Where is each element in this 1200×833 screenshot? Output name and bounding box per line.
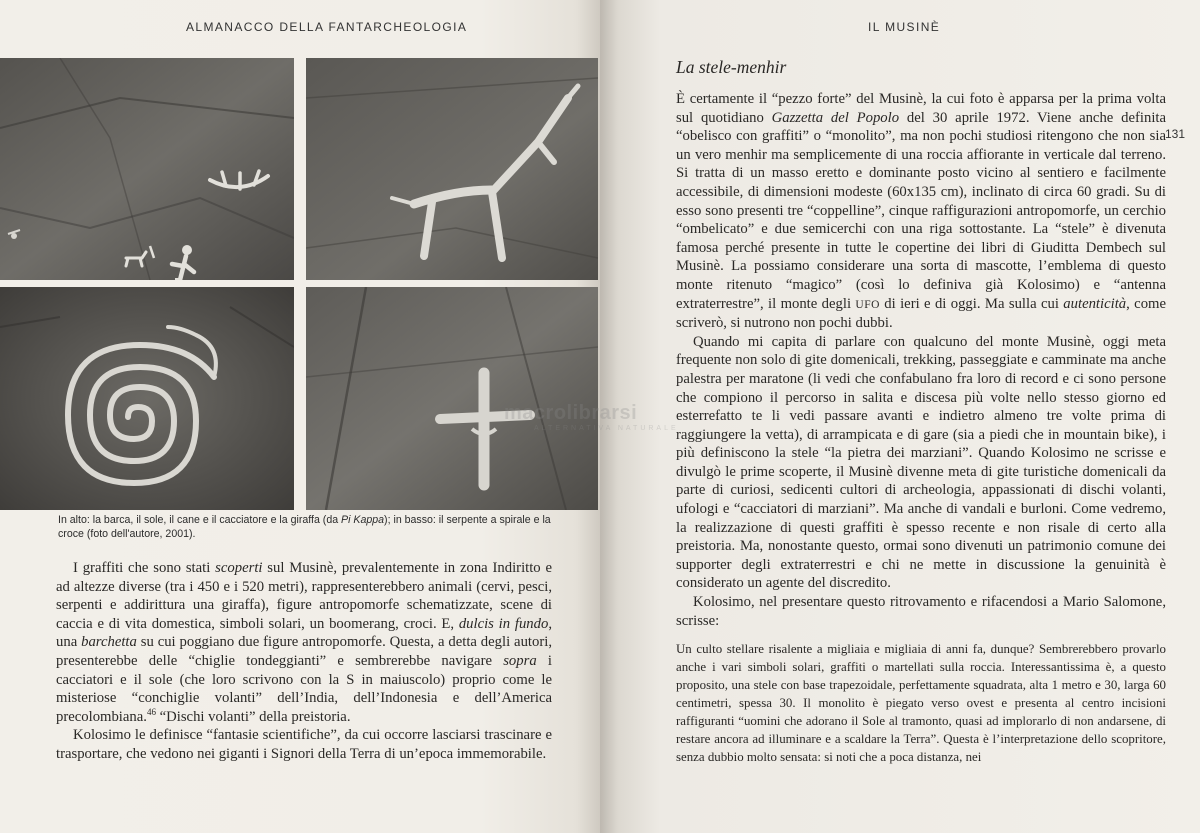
right-body-text <box>676 56 1166 766</box>
block-quote <box>676 640 1166 766</box>
petroglyph-photo-grid <box>0 58 598 510</box>
photo-boat-sun-hunter <box>0 58 294 280</box>
caption-source: Pi Kappa <box>341 514 385 526</box>
right-running-head: IL MUSINÈ <box>868 20 941 34</box>
photo-caption: In alto: la barca, il sole, il cane e il cacciatore e la giraffa (da Pi Kappa); in basso: il serpente a spirale e la croce (foto dell'autore, 2001). <box>58 514 551 540</box>
photo-spiral-serpent <box>0 287 294 510</box>
right-page <box>600 0 1200 833</box>
spiral-serpent-petroglyph-icon <box>0 287 294 510</box>
left-running-head: ALMANACCO DELLA FANTARCHEOLOGIA <box>186 20 468 34</box>
section-heading: La stele-menhir <box>676 57 787 77</box>
left-body-text <box>56 559 552 764</box>
giraffe-petroglyph-icon <box>306 58 598 280</box>
boat-sun-hunter-dog-petroglyph-icon <box>0 58 294 280</box>
right-paragraph-2: Quando mi capita di parlare con qualcuno del monte Musinè, oggi meta frequente non solo di gite domenicali, trekking, passeggiate e camminate ma anche palestra per maratone (li vedi che confabulano fra loro di record e ci sono persone che compiono il percorso in salita e discesa più volte nello stesso giorno ed esterrefatto te li vedi passare avanti e indietro almeno tre volte prima di raggiungere la vetta), di arrampicata e di gare (sia a piedi che in mountain bike), i più definiscono la stele “la pietra dei marziani”. Quando Kolosimo ne scrisse e divulgò le prime scoperte, il Musinè divenne meta di gite turistiche domenicali da parte di curiosi, sedicenti cultori di archeologia, appassionati di dischi volanti, ufologi e “cacciatori di marziani”. Ma anche di vandali e burloni. Come vedremo, la realizzazione di questi graffiti è spesso recente e non risale di certo alla preistoria. Ma, nonostante questo, ormai sono divenuti un patrimonio comune dei supporter degli extraterrestri e chi ne mette in discussione la genuinità è considerato un agente del discredito. <box>676 333 1166 592</box>
page-number: 131 <box>1165 127 1186 141</box>
left-paragraph-2: Kolosimo le definisce “fantasie scientifiche”, da cui occorre lasciarsi trascinare e trasportare, che vedono nei giganti i Signori della Terra di un’epoca immemorabile. <box>56 727 552 762</box>
photo-giraffe <box>306 58 598 280</box>
right-paragraph-1: È certamente il “pezzo forte” del Musinè, la cui foto è apparsa per la prima volta sul quotidiano Gazzetta del Popolo del 30 aprile 1972. Viene anche definita “obelisco con graffiti” o “monolito”, ma non pochi studiosi ritengono che non sia un vero menhir ma semplicemente di una roccia affiorante in verticale dal terreno. Si tratta di un masso eretto e dominante posto vicino al sentiero e facilmente accessibile, di dimensioni modeste (60x135 cm), inclinato di circa 60 gradi. Su di esso sono presenti tre “coppelline”, cinque raffigurazioni antropomorfe, un cerchio “ombelicato” e due semicerchi con una riga sottostante. La “stele” è divenuta famosa perché presente in tutte le copertine dei libri di Giuditta Dembech sul Musinè. La possiamo considerare una sorta di mascotte, l’emblema di questo monte ritenuto “magico” (così lo definiva già Kolosimo) e “antenna extraterrestre”, il monte degli UFO di ieri e di oggi. Ma sulla cui autenticità, come scriverò, si nutrono non pochi dubbi. <box>676 91 1166 332</box>
quote-text: Un culto stellare risalente a migliaia e migliaia di anni fa, dunque? Sembrerebbero provarlo anche i vari simboli solari, graffiti o martellati sulla roccia. Interessantissima è, a questo proposito, una stele con base trapezoidale, perfettamente squadrata, alta 1 metro e 30, larga 60 centimetri, spessa 30. Il monolito è piegato verso ovest e presenta al centro incisioni raffiguranti “uomini che adorano il Sole al tramonto, quasi ad implorarlo di non andarsene, di restare ancora ad illuminare e a scaldare la Terra”. Questa è l’interpretazione dello scopritore, senza dubbio molto sensata: si noti che a poca distanza, nei <box>676 642 1166 765</box>
photo-cross <box>306 287 598 510</box>
cross-petroglyph-icon <box>306 287 598 510</box>
left-paragraph-1: I graffiti che sono stati scoperti sul Musinè, prevalentemente in zona Indiritto e ad altezze diverse (tra i 450 e i 520 metri), rappresenterebbero animali (cervi, pesci, serpenti e addirittura una giraffa), figure antropomorfe schematizzate, scene di caccia e di vita domestica, simboli solari, un boomerang, croci. E, dulcis in fundo, una barchetta su cui poggiano due figure antropomorfe. Questa, a detta degli autori, presenterebbe delle “chiglie tondeggianti” e sembrerebbe navigare sopra i cacciatori e il sole (che loro scrivono con la S in maiuscolo) proprio come le misteriose “conchiglie volanti” dell’India, dell’Indonesia e dell’America precolombiana.$^{46}$ “Dischi volanti” della preistoria. <box>56 560 552 725</box>
right-paragraph-3: Kolosimo, nel presentare questo ritrovamento e rifacendosi a Mario Salomone, scrisse: <box>676 594 1166 629</box>
footnote-ref-46: 46 <box>146 706 156 717</box>
watermark-logo: macrolibrarsi ALTERNATIVA NATURALE <box>504 402 679 432</box>
